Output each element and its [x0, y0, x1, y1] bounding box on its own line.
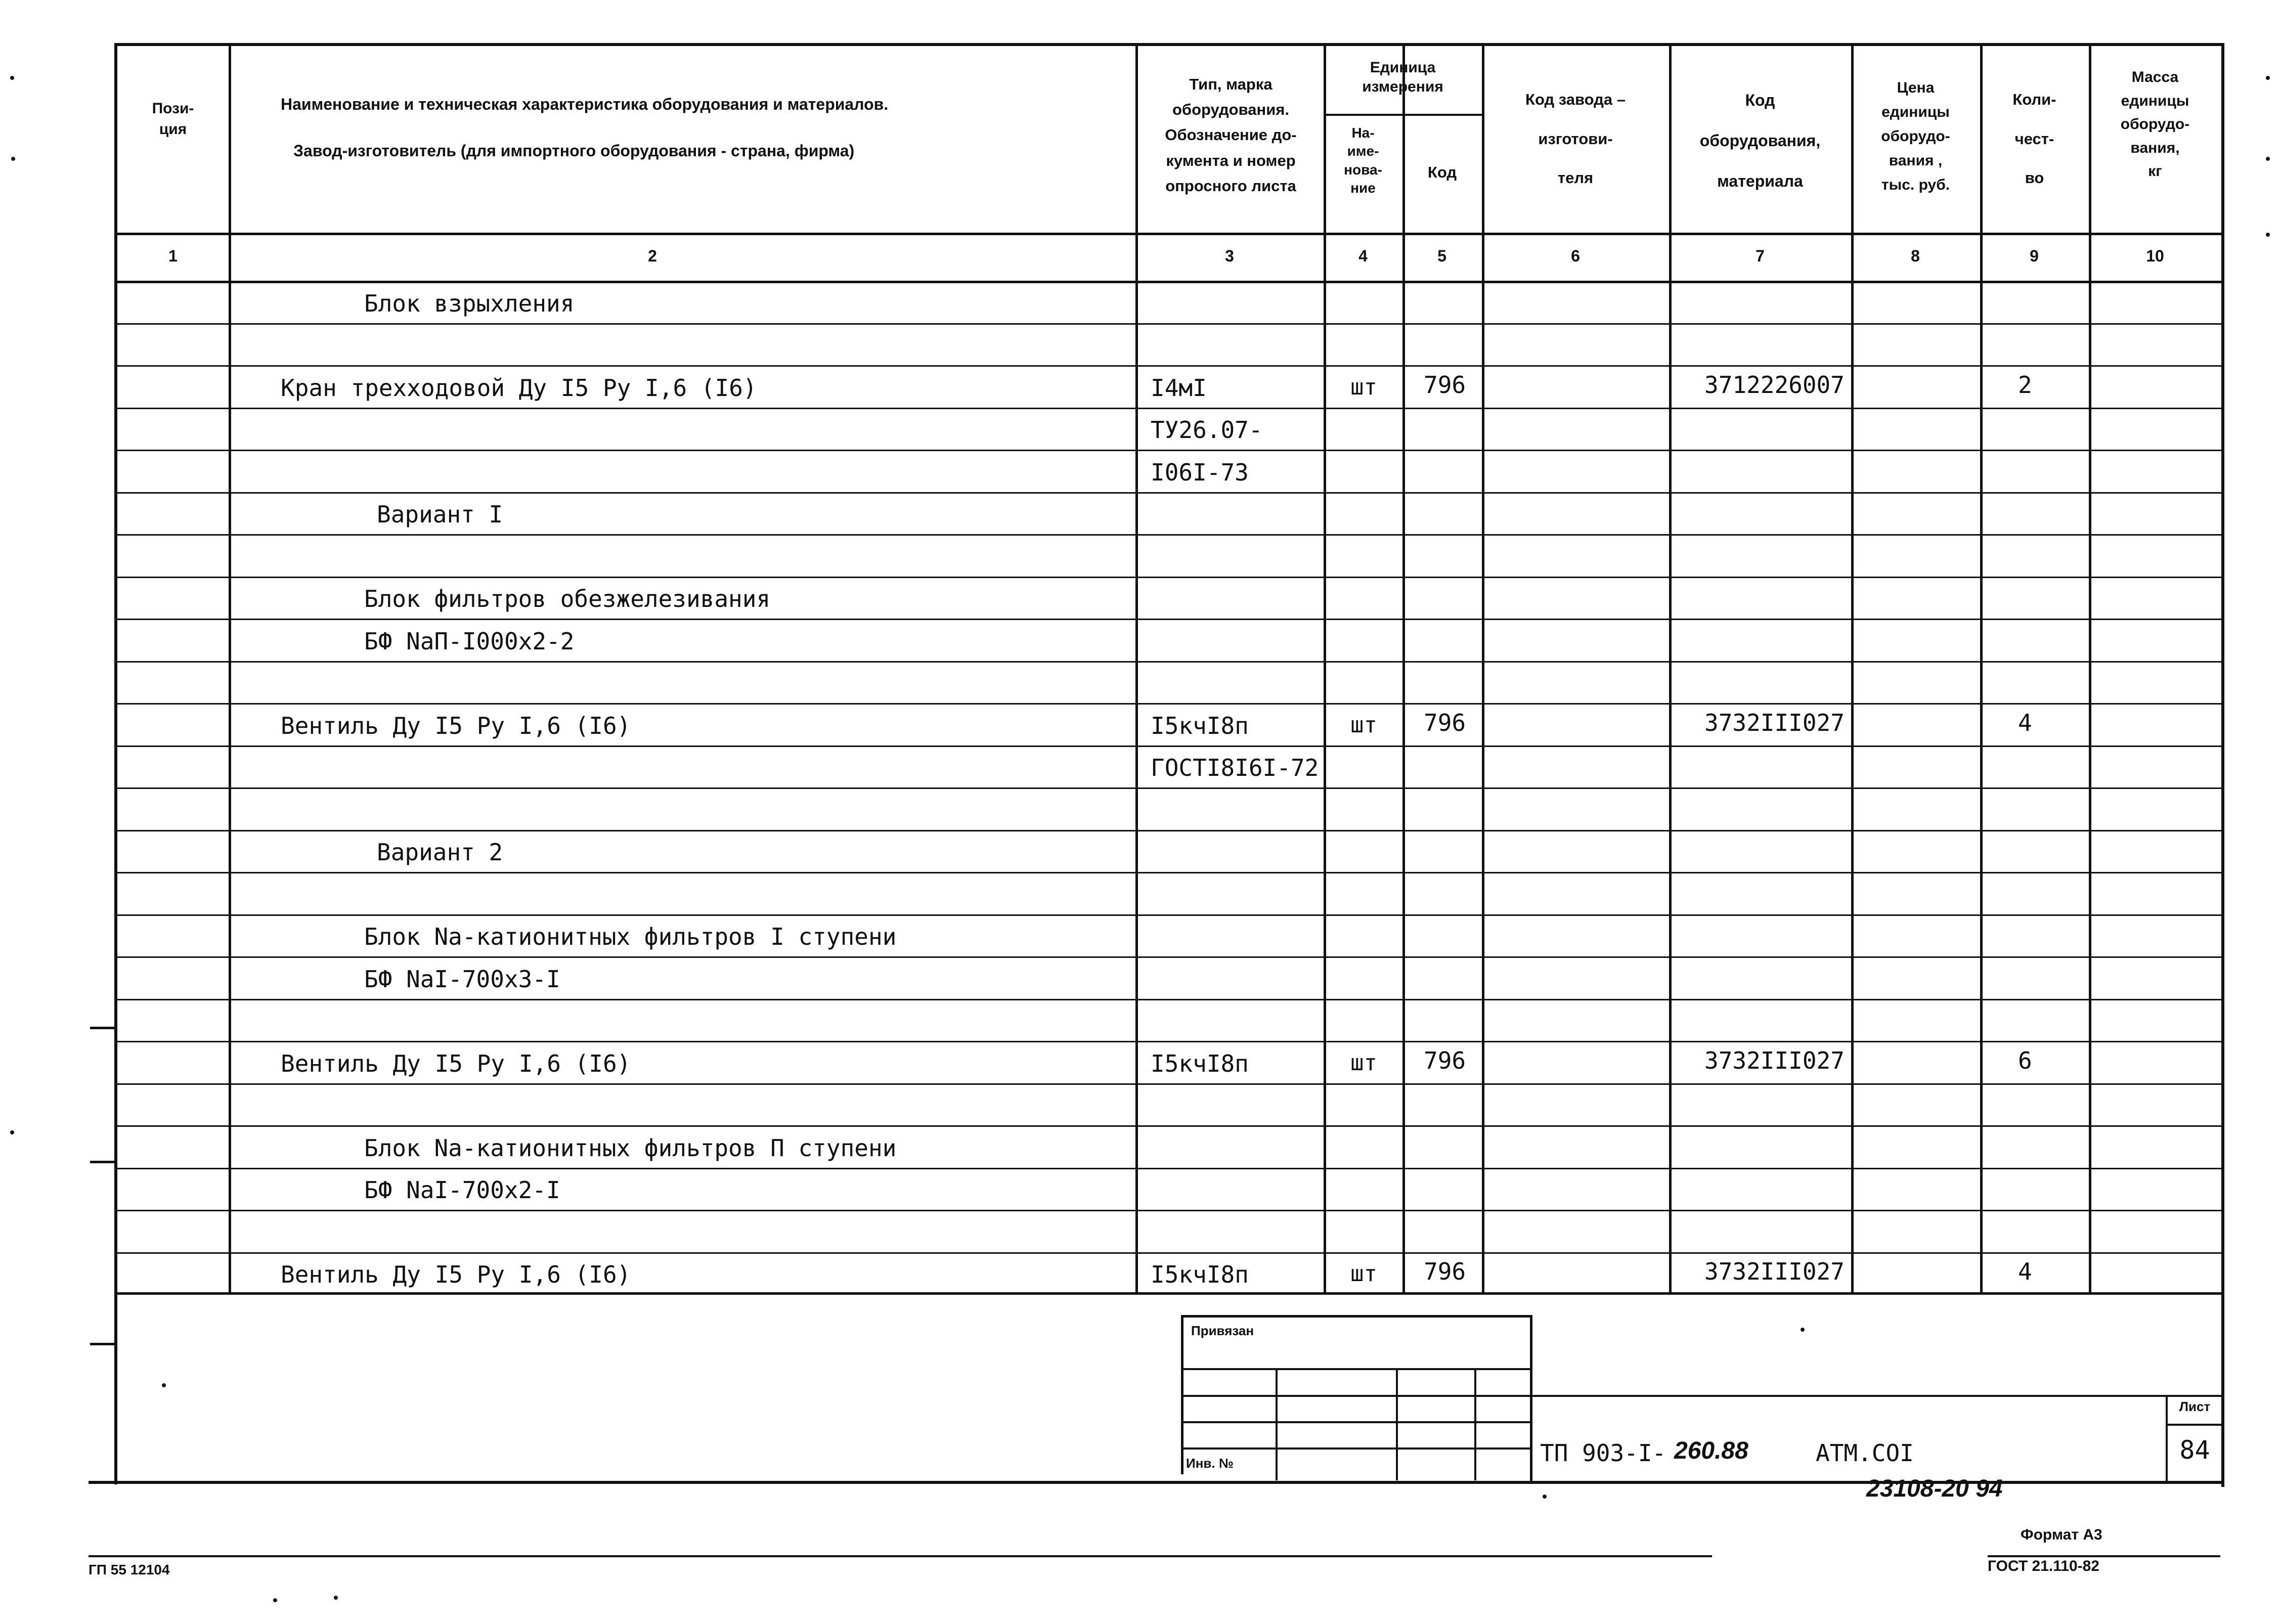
row-line	[117, 408, 2221, 409]
row-line	[117, 956, 2221, 958]
row-unit-code: 796	[1424, 371, 1466, 399]
header-equipment-code: Код оборудования, материала	[1699, 91, 1821, 190]
stamp-line	[1181, 1315, 1532, 1318]
row-equipment-code: 3712226007	[1704, 371, 1845, 399]
row-line	[117, 1252, 2221, 1254]
row-unit: шт	[1350, 712, 1377, 738]
row-unit-code: 796	[1424, 1258, 1466, 1285]
row-equipment-code: 3732III027	[1704, 709, 1845, 736]
column-number-6: 6	[1571, 247, 1580, 265]
row-name: Вариант I	[377, 501, 503, 528]
row-type: ТУ26.07-	[1151, 416, 1263, 444]
column-number-4: 4	[1358, 247, 1368, 265]
row-line	[117, 577, 2221, 578]
tp-code-label: ГП 55 12104	[89, 1562, 170, 1577]
column-number-5: 5	[1437, 247, 1446, 265]
column-number-7: 7	[1756, 247, 1765, 265]
row-line	[117, 703, 2221, 705]
scan-speck	[11, 157, 15, 161]
column-divider	[1402, 43, 1405, 1292]
sheet-number: 84	[2179, 1435, 2210, 1465]
header-unit-group: Единица измерения	[1362, 59, 1443, 95]
row-quantity: 4	[2018, 709, 2032, 736]
bottom-line	[89, 1555, 1712, 1557]
row-name: Вентиль Ду I5 Ру I,6 (I6)	[281, 712, 631, 739]
margin-tick	[90, 1343, 116, 1345]
header-unit-name: На- име- нова- ние	[1344, 125, 1382, 196]
row-line	[117, 1125, 2221, 1127]
header-position: Пози- ция	[152, 100, 194, 138]
header-bottom-line	[117, 233, 2221, 235]
row-line	[117, 745, 2221, 747]
row-type: I06I-73	[1151, 459, 1249, 486]
doc-code-suffix: АТМ.COI	[1816, 1439, 1914, 1467]
row-unit: шт	[1350, 1261, 1377, 1287]
row-quantity: 2	[2018, 371, 2032, 399]
row-name: Блок Na-катионитных фильтров П ступени	[364, 1134, 897, 1162]
row-equipment-code: 3732III027	[1704, 1047, 1845, 1074]
row-type: ГОСТI8I6I-72	[1151, 754, 1319, 781]
column-divider	[1669, 43, 1672, 1292]
column-number-2: 2	[648, 247, 657, 265]
header-type: Тип, марка оборудования. Обозначение до- кумента и номер опросного листа	[1165, 75, 1297, 195]
row-line	[117, 661, 2221, 663]
unit-group-line	[1324, 114, 1482, 116]
row-line	[117, 1083, 2221, 1085]
stamp-line	[1276, 1368, 1278, 1480]
row-name: Кран трехходовой Ду I5 Ру I,6 (I6)	[281, 374, 757, 402]
row-line	[117, 323, 2221, 325]
row-line	[117, 830, 2221, 831]
scan-speck	[334, 1596, 338, 1600]
column-divider	[1324, 43, 1326, 1292]
scan-speck	[1543, 1495, 1547, 1499]
scan-speck	[2266, 76, 2270, 80]
scan-speck	[162, 1383, 166, 1387]
stamp-line	[1181, 1368, 1532, 1370]
scan-speck	[2266, 233, 2270, 237]
row-type: I5кчI8п	[1151, 1261, 1249, 1288]
row-quantity: 6	[2018, 1047, 2032, 1074]
table-bottom-line	[117, 1292, 2221, 1295]
row-name: БФ NaП-I000x2-2	[364, 628, 575, 655]
format-label: Формат А3	[2021, 1526, 2102, 1543]
row-line	[117, 872, 2221, 873]
header-unit-code: Код	[1427, 163, 1457, 181]
row-type: I4мI	[1151, 374, 1207, 402]
row-name: Вентиль Ду I5 Ру I,6 (I6)	[281, 1050, 631, 1077]
frame-top	[117, 43, 2221, 46]
stamp-line	[2166, 1424, 2221, 1426]
header-name-line2: Завод-изготовитель (для импортного оборудования - страна, фирма)	[293, 142, 855, 160]
row-quantity: 4	[2018, 1258, 2032, 1285]
row-name: БФ NaI-700x3-I	[364, 965, 560, 993]
stamp-line	[1181, 1421, 1532, 1423]
stamp-line	[2166, 1395, 2168, 1481]
row-line	[117, 534, 2221, 536]
row-line	[117, 1168, 2221, 1169]
header-price: Цена единицы оборудо- вания , тыс. руб.	[1881, 79, 1950, 193]
stamp-privyazan-label: Привязан	[1191, 1323, 1254, 1338]
row-name: Блок фильтров обезжелезивания	[364, 585, 771, 612]
stamp-line	[1532, 1395, 2221, 1397]
bottom-line	[1988, 1555, 2220, 1557]
row-name: Блок Na-катионитных фильтров I ступени	[364, 923, 897, 950]
stamp-line	[1396, 1368, 1398, 1480]
gost-label: ГОСТ 21.110-82	[1988, 1558, 2099, 1574]
column-number-3: 3	[1225, 247, 1234, 265]
scan-speck	[10, 76, 14, 80]
column-number-8: 8	[1911, 247, 1920, 265]
row-name: Вентиль Ду I5 Ру I,6 (I6)	[281, 1261, 631, 1288]
header-mass: Масса единицы оборудо- вания, кг	[2120, 69, 2190, 180]
header-quantity: Коли- чест- во	[2012, 91, 2056, 187]
stamp-line	[1181, 1395, 1532, 1397]
row-unit: шт	[1350, 1050, 1377, 1076]
row-unit-code: 796	[1424, 709, 1466, 736]
sheet-label: Лист	[2179, 1399, 2211, 1414]
row-line	[117, 787, 2221, 789]
row-name: Блок взрыхления	[364, 290, 575, 317]
column-divider	[229, 43, 231, 1292]
stamp-inventory-label: Инв. №	[1186, 1456, 1234, 1471]
stamp-line	[1530, 1315, 1532, 1481]
doc-code-handwritten: 260.88	[1674, 1437, 1748, 1464]
row-unit: шт	[1350, 374, 1377, 400]
scan-speck	[273, 1598, 277, 1602]
row-line	[117, 492, 2221, 494]
column-divider	[1135, 43, 1138, 1292]
column-number-9: 9	[2030, 247, 2039, 265]
row-line	[117, 999, 2221, 1000]
number-row-line	[117, 281, 2221, 283]
row-line	[117, 1041, 2221, 1042]
column-divider	[2089, 43, 2091, 1292]
row-type: I5кчI8п	[1151, 712, 1249, 739]
doc-code-prefix: ТП 903-I-	[1540, 1439, 1666, 1467]
column-divider	[1851, 43, 1854, 1292]
column-divider	[1482, 43, 1484, 1292]
margin-tick	[90, 1161, 116, 1163]
scan-speck	[10, 1130, 14, 1134]
column-number-1: 1	[168, 247, 178, 265]
column-divider	[1980, 43, 1983, 1292]
row-line	[117, 619, 2221, 620]
row-type: I5кчI8п	[1151, 1050, 1249, 1077]
row-unit-code: 796	[1424, 1047, 1466, 1074]
row-line	[117, 1210, 2221, 1211]
margin-tick	[90, 1027, 116, 1029]
scan-speck	[2266, 157, 2270, 161]
row-name: Вариант 2	[377, 839, 503, 866]
frame-left	[114, 43, 117, 1484]
row-line	[117, 365, 2221, 367]
row-line	[117, 450, 2221, 451]
stamp-line	[1181, 1447, 1532, 1450]
row-name: БФ NaI-700x2-I	[364, 1176, 560, 1204]
column-number-10: 10	[2146, 247, 2164, 265]
row-equipment-code: 3732III027	[1704, 1258, 1845, 1285]
archive-number: 23108-20 94	[1866, 1475, 2003, 1502]
header-name-line1: Наименование и техническая характеристика оборудования и материалов.	[281, 95, 889, 113]
frame-right	[2221, 43, 2224, 1487]
scan-speck	[1801, 1328, 1805, 1332]
row-line	[117, 914, 2221, 916]
header-plant-code: Код завода – изготови- теля	[1525, 91, 1626, 187]
stamp-line	[1474, 1368, 1476, 1480]
